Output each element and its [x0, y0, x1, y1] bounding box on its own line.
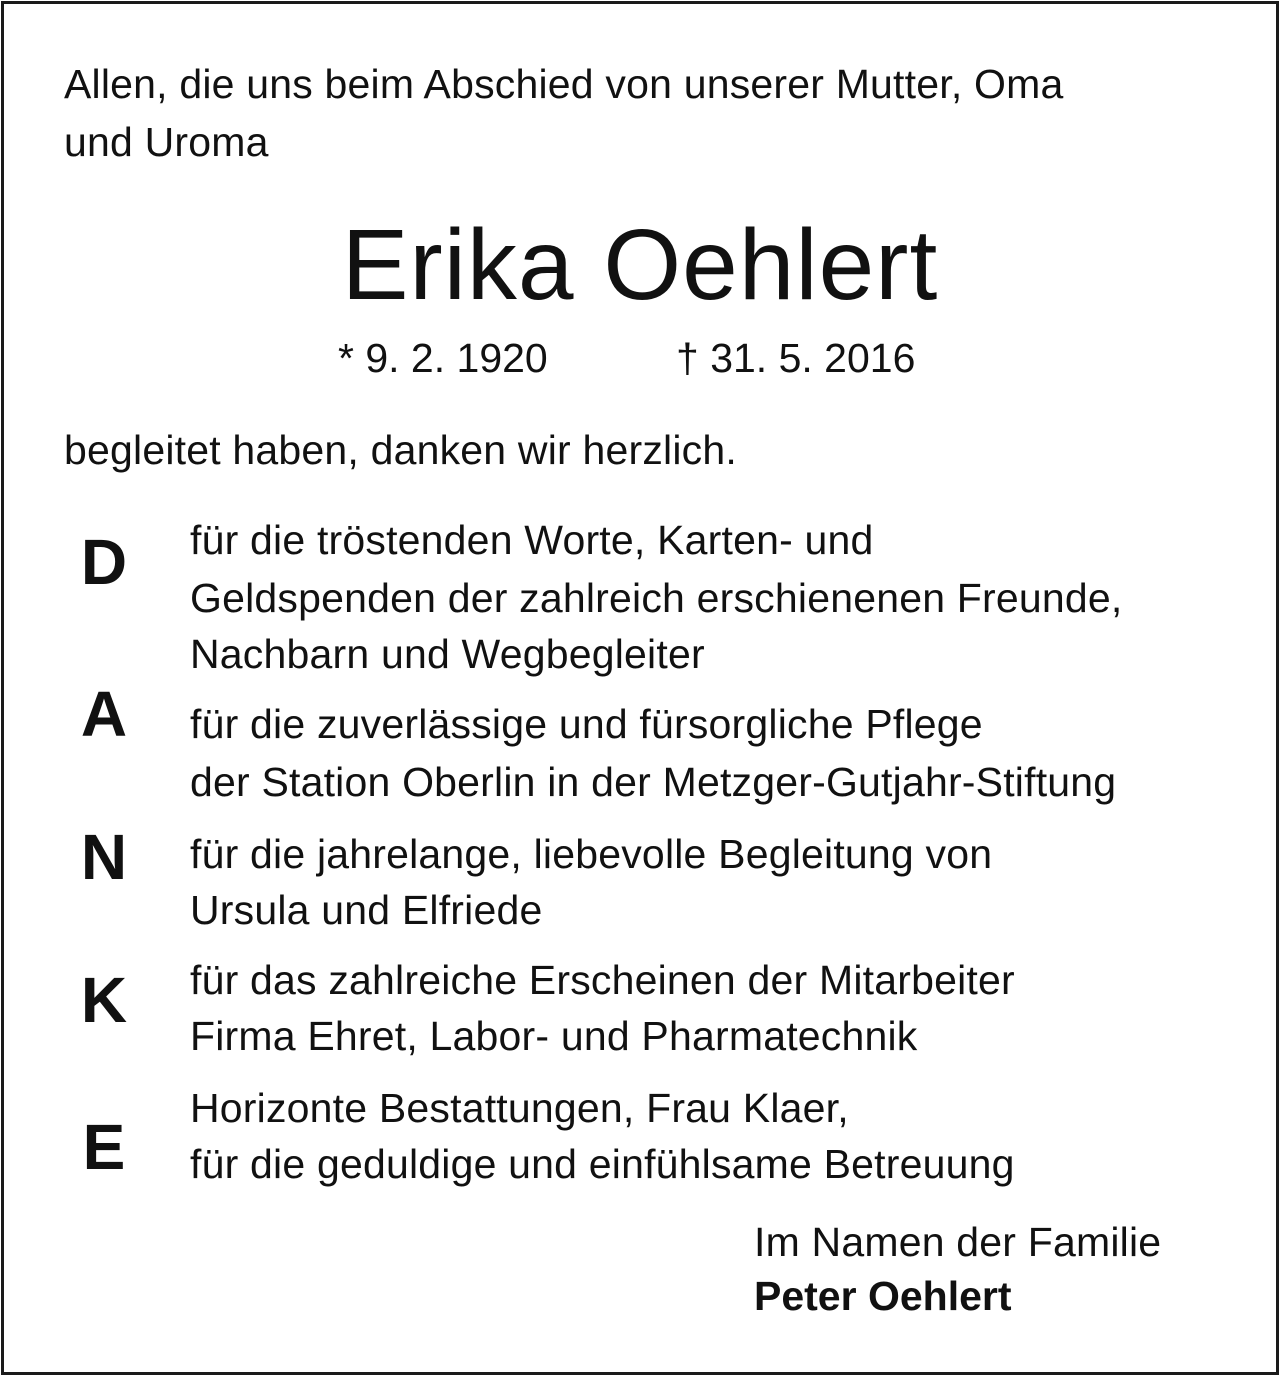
danke-line: für die jahrelange, liebevolle Begleitung von: [190, 831, 993, 877]
danke-line: Geldspenden der zahlreich erschienenen Freunde,: [190, 575, 1123, 621]
signature-name: Peter Oehlert: [754, 1273, 1012, 1319]
intro-line-2: und Uroma: [64, 119, 269, 165]
danke-letter-k: K: [80, 964, 128, 1036]
danke-letter-n: N: [80, 821, 128, 893]
signature-line: Im Namen der Familie: [754, 1219, 1162, 1265]
birth-date: * 9. 2. 1920: [338, 335, 548, 381]
danke-line: Ursula und Elfriede: [190, 887, 543, 933]
danke-line: für die tröstenden Worte, Karten- und: [190, 517, 874, 563]
danke-letter-e: E: [82, 1111, 126, 1183]
danke-line: für das zahlreiche Erscheinen der Mitarbeiter: [190, 957, 1015, 1003]
thanks-line: begleitet haben, danken wir herzlich.: [64, 427, 737, 473]
danke-letter-d: D: [80, 526, 128, 598]
danke-letter-a: A: [80, 678, 128, 750]
death-date: † 31. 5. 2016: [676, 335, 916, 381]
danke-line: Horizonte Bestattungen, Frau Klaer,: [190, 1085, 849, 1131]
danke-line: der Station Oberlin in der Metzger-Gutjahr-Stiftung: [190, 759, 1117, 805]
danke-line: für die zuverlässige und fürsorgliche Pflege: [190, 701, 983, 747]
danke-line: Firma Ehret, Labor- und Pharmatechnik: [190, 1013, 918, 1059]
intro-line-1: Allen, die uns beim Abschied von unserer Mutter, Oma: [64, 61, 1064, 107]
deceased-name: Erika Oehlert: [341, 209, 939, 321]
danke-line: für die geduldige und einfühlsame Betreuung: [190, 1141, 1015, 1187]
danke-line: Nachbarn und Wegbegleiter: [190, 631, 705, 677]
